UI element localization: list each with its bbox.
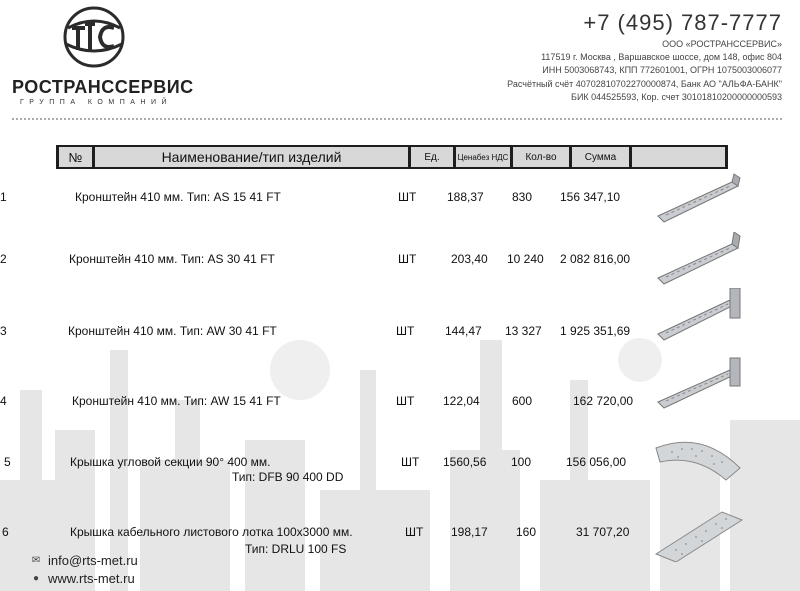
table-row xyxy=(0,302,800,362)
header-no: № xyxy=(59,147,92,167)
row-qty: 830 xyxy=(512,190,533,204)
company-phone[interactable]: +7 (495) 787-7777 xyxy=(583,10,782,35)
row-price: 1560,56 xyxy=(443,455,487,469)
row-unit: ШТ xyxy=(401,455,420,469)
header-divider xyxy=(12,118,782,120)
requisite-line: Расчётный счёт 40702810702270000874, Банк АО "АЛЬФА-БАНК" xyxy=(507,78,782,89)
row-unit: ШТ xyxy=(398,252,417,266)
globe-icon: ● xyxy=(32,572,40,584)
company-requisites xyxy=(402,38,782,104)
row-qty: 10 240 xyxy=(507,252,544,266)
table-row xyxy=(0,440,800,500)
wall-bracket-icon xyxy=(652,288,744,344)
row-qty: 600 xyxy=(512,394,533,408)
row-name: Крышка кабельного листового лотка 100х3000 мм. xyxy=(70,525,353,539)
row-qty: 160 xyxy=(516,525,537,539)
tray-cover-icon xyxy=(652,506,744,562)
company-logo-icon xyxy=(58,6,130,70)
requisite-line: ООО «РОСТРАНССЕРВИС» xyxy=(662,39,782,49)
row-unit: ШТ xyxy=(396,394,415,408)
requisite-line: БИК 044525593, Кор. счет 30101810200000000593 xyxy=(571,91,782,102)
row-unit: ШТ xyxy=(398,190,417,204)
header-price xyxy=(456,147,510,167)
footer-website[interactable]: www.rts-met.ru xyxy=(48,570,135,586)
row-sum: 156 347,10 xyxy=(560,190,621,204)
row-number: 5 xyxy=(4,455,11,469)
row-price: 203,40 xyxy=(451,252,488,266)
row-type: Тип: DFB 90 400 DD xyxy=(232,470,344,484)
header-price-line2: без НДС xyxy=(476,152,509,162)
row-number: 1 xyxy=(0,190,7,204)
table-row xyxy=(0,170,800,230)
row-sum: 2 082 816,00 xyxy=(560,252,631,266)
row-qty: 100 xyxy=(511,455,532,469)
table-row xyxy=(0,232,800,292)
row-number: 2 xyxy=(0,252,7,266)
row-name: Крышка угловой секции 90° 400 мм. xyxy=(70,455,271,469)
footer-contacts xyxy=(30,551,138,587)
row-name: Кронштейн 410 мм. Тип: AW 15 41 FT xyxy=(72,394,281,408)
row-number: 6 xyxy=(2,525,9,539)
row-sum: 1 925 351,69 xyxy=(560,324,631,338)
header-sum: Сумма xyxy=(572,147,629,167)
header-qty: Кол-во xyxy=(513,147,569,167)
row-price: 144,47 xyxy=(445,324,482,338)
row-sum: 162 720,00 xyxy=(573,394,634,408)
requisite-line: 117519 г. Москва , Варшавское шоссе, дом 148, офис 804 xyxy=(541,52,782,63)
row-name: Кронштейн 410 мм. Тип: AS 15 41 FT xyxy=(75,190,281,204)
row-sum: 31 707,20 xyxy=(576,525,630,539)
table-header xyxy=(56,145,728,169)
table-row xyxy=(0,372,800,432)
header-name: Наименование/тип изделий xyxy=(95,147,408,167)
row-unit: ШТ xyxy=(396,324,415,338)
requisite-line: ИНН 5003068743, КПП 772601001, ОГРН 1075003006077 xyxy=(542,65,782,76)
row-type: Тип: DRLU 100 FS xyxy=(245,542,347,556)
company-brand-name: РОСТРАНССЕРВИС xyxy=(12,77,194,97)
bracket-icon xyxy=(652,232,744,288)
bracket-icon xyxy=(652,172,744,228)
header-price-line1: Цена xyxy=(457,152,477,162)
row-name: Кронштейн 410 мм. Тип: AW 30 41 FT xyxy=(68,324,277,338)
row-unit: ШТ xyxy=(405,525,424,539)
row-name: Кронштейн 410 мм. Тип: AS 30 41 FT xyxy=(69,252,275,266)
wall-bracket-icon xyxy=(652,356,744,412)
row-number: 3 xyxy=(0,324,7,338)
row-sum: 156 056,00 xyxy=(566,455,627,469)
row-price: 188,37 xyxy=(447,190,484,204)
header-image xyxy=(632,147,725,167)
header-unit: Ед. xyxy=(411,147,453,167)
row-qty: 13 327 xyxy=(505,324,542,338)
row-price: 198,17 xyxy=(451,525,488,539)
footer-email[interactable]: info@rts-met.ru xyxy=(48,552,138,568)
row-number: 4 xyxy=(0,394,7,408)
company-tagline: ГРУППА КОМПАНИЙ xyxy=(20,99,173,106)
email-icon: ✉ xyxy=(31,554,41,566)
corner-cover-icon xyxy=(652,434,744,490)
row-price: 122,04 xyxy=(443,394,480,408)
